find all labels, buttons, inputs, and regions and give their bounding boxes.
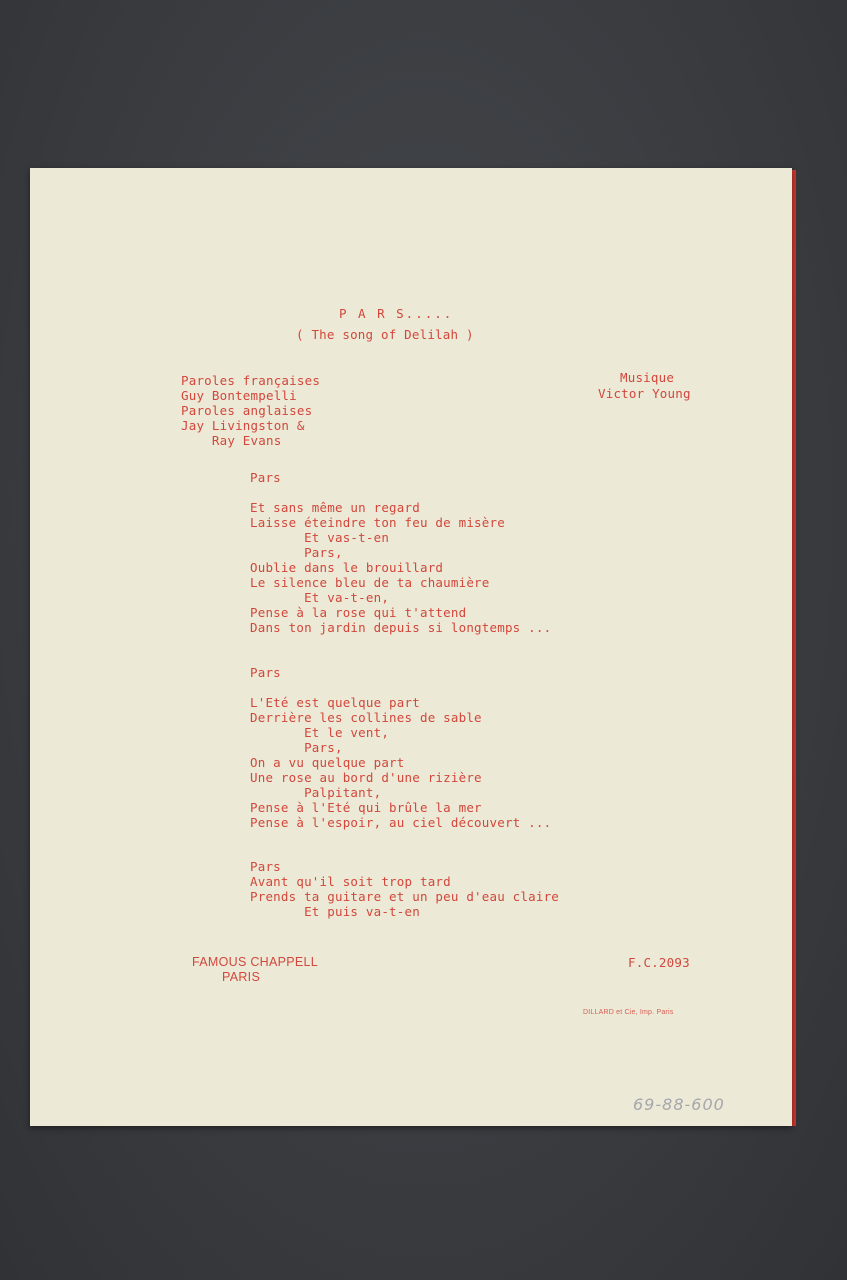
lyric-line: On a vu quelque part <box>250 755 405 770</box>
lyric-line: Palpitant, <box>250 785 382 800</box>
composer-name: Victor Young <box>598 386 691 401</box>
lyric-line: Le silence bleu de ta chaumière <box>250 575 490 590</box>
credit-line: Paroles anglaises <box>181 403 313 418</box>
lyric-line: Une rose au bord d'une rizière <box>250 770 482 785</box>
catalog-number: F.C.2093 <box>628 955 690 970</box>
lyric-line: Pense à la rose qui t'attend <box>250 605 467 620</box>
lyric-line: Et puis va-t-en <box>250 904 420 919</box>
lyric-line: Prends ta guitare et un peu d'eau claire <box>250 889 560 904</box>
lyric-line: Avant qu'il soit trop tard <box>250 874 451 889</box>
lyric-line: Oublie dans le brouillard <box>250 560 444 575</box>
printer-credit: DILLARD et Cie, Imp. Paris <box>583 1009 674 1016</box>
lyric-line: Dans ton jardin depuis si longtemps ... <box>250 620 552 635</box>
publisher-name: FAMOUS CHAPPELL <box>192 955 319 969</box>
lyric-line: L'Eté est quelque part <box>250 695 420 710</box>
song-subtitle: ( The song of Delilah ) <box>296 327 474 342</box>
music-label: Musique <box>620 370 675 385</box>
lyric-line: Et vas-t-en <box>250 530 390 545</box>
lyric-line: Pense à l'Eté qui brûle la mer <box>250 800 482 815</box>
credit-line: Paroles françaises <box>181 373 321 388</box>
lyric-line: Pars <box>250 470 281 485</box>
lyric-line: Et va-t-en, <box>250 590 390 605</box>
song-title: P A R S..... <box>339 306 454 321</box>
lyric-line: Pars <box>250 665 281 680</box>
lyric-line: Et sans même un regard <box>250 500 420 515</box>
lyric-line: Pars, <box>250 740 343 755</box>
lyric-line: Pars, <box>250 545 343 560</box>
lyric-line: Pars <box>250 859 281 874</box>
lyric-line: Laisse éteindre ton feu de misère <box>250 515 505 530</box>
credit-line: Jay Livingston & <box>181 418 305 433</box>
handwritten-note: 69-88-600 <box>633 1095 725 1114</box>
publisher-city: PARIS <box>222 970 261 984</box>
lyric-line: Et le vent, <box>250 725 390 740</box>
credit-line: Guy Bontempelli <box>181 388 297 403</box>
lyric-line: Pense à l'espoir, au ciel découvert ... <box>250 815 552 830</box>
lyric-line: Derrière les collines de sable <box>250 710 482 725</box>
credit-line: Ray Evans <box>181 433 282 448</box>
